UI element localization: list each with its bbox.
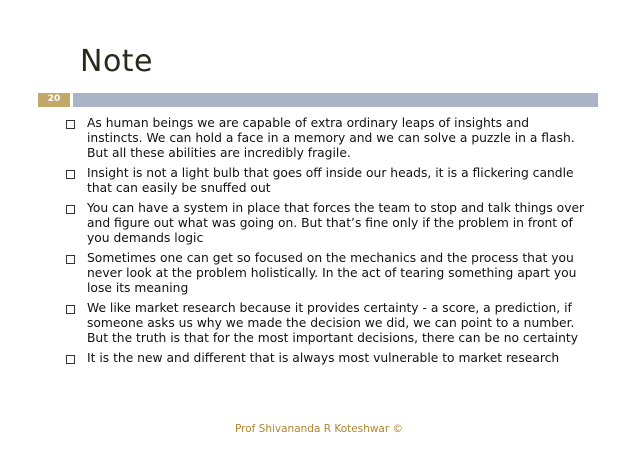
slide-number: 20	[47, 94, 61, 104]
bullet-text: As human beings we are capable of extra ordinary leaps of insights and instincts. We can hold a face in a memory and we can solve a puzzle in a flash. But all these abilities are incredibly fragile.	[87, 116, 575, 160]
list-item	[66, 166, 586, 196]
bullet-text: We like market research because it provides certainty - a score, a prediction, if someone asks us why we made the decision we did, we can point to a number. But the truth is that for the most important decisions, there can be no certainty	[87, 301, 578, 345]
bullet-text: It is the new and different that is always most vulnerable to market research	[87, 351, 560, 365]
square-bullet-icon	[66, 170, 75, 179]
list-item	[66, 251, 586, 296]
title-underline-bar	[73, 93, 598, 107]
square-bullet-icon	[66, 205, 75, 214]
bullet-text: Insight is not a light bulb that goes off inside our heads, it is a flickering candle that can easily be snuffed out	[87, 166, 574, 195]
square-bullet-icon	[66, 120, 75, 129]
bullet-text: You can have a system in place that forces the team to stop and talk things over and figure out what was going on. But that’s fine only if the problem in front of you demands logic	[87, 201, 585, 245]
footer-credit: Prof Shivananda R Koteshwar ©	[234, 423, 404, 435]
square-bullet-icon	[66, 305, 75, 314]
list-item	[66, 301, 586, 346]
list-item	[66, 351, 586, 366]
list-item	[66, 201, 586, 246]
square-bullet-icon	[66, 355, 75, 364]
bullet-text: Sometimes one can get so focused on the mechanics and the process that you never look at the problem holistically. In the act of tearing something apart you lose its meaning	[87, 251, 577, 295]
bullet-list	[66, 116, 586, 371]
square-bullet-icon	[66, 255, 75, 264]
slide-title: Note	[80, 44, 154, 79]
list-item	[66, 116, 586, 161]
